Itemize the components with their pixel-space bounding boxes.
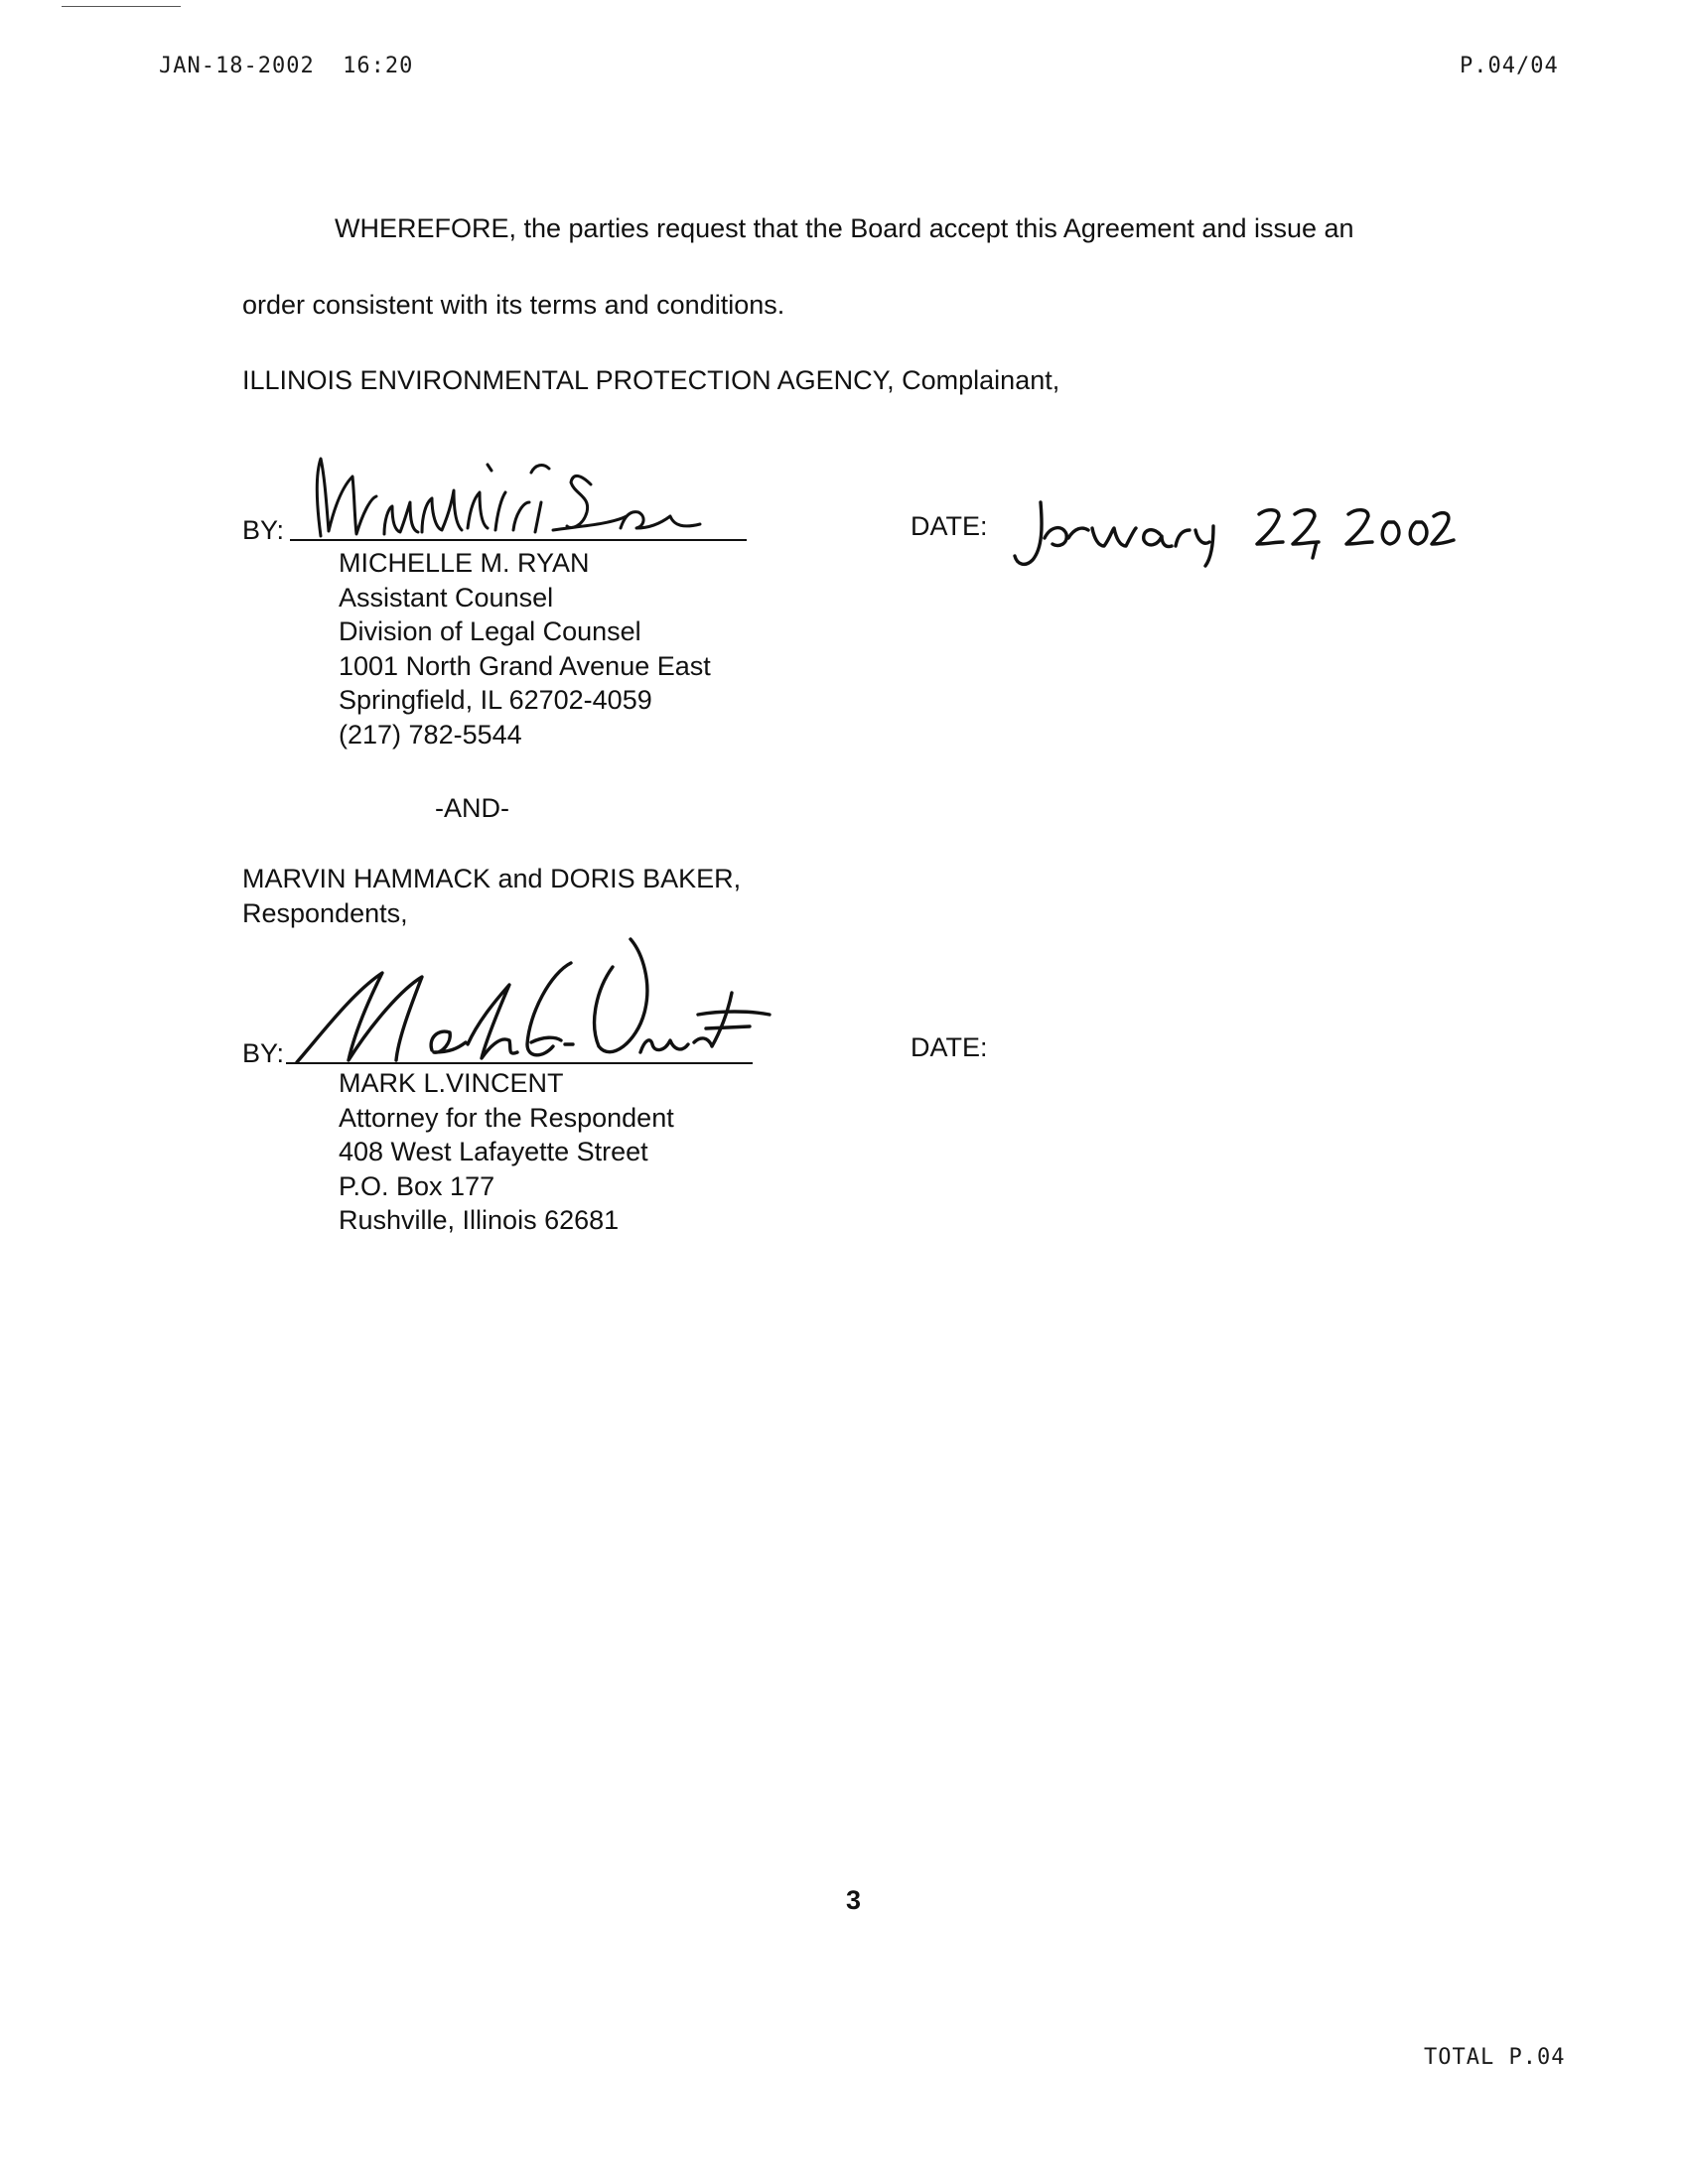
respondent-signatory-block (339, 1066, 674, 1238)
respondent-city: Rushville, Illinois 62681 (339, 1205, 620, 1235)
respondent-street: 408 West Lafayette Street (339, 1137, 648, 1166)
wherefore-paragraph-line1: WHEREFORE, the parties request that the Board accept this Agreement and issue an (335, 213, 1354, 243)
complainant-title: Assistant Counsel (339, 582, 554, 613)
complainant-handwritten-date (1011, 486, 1448, 576)
fax-header-page: P.04/04 (1460, 54, 1559, 78)
respondent-signatory-name: MARK L.VINCENT (339, 1068, 564, 1098)
complainant-phone: (217) 782-5544 (339, 719, 522, 750)
fax-header-datetime: JAN-18-2002 16:20 (159, 54, 414, 78)
page-number: 3 (846, 1885, 862, 1915)
complainant-city: Springfield, IL 62702-4059 (339, 685, 652, 715)
complainant-signatory-name: MICHELLE M. RYAN (339, 548, 590, 578)
complainant-signature-image (293, 437, 760, 556)
fax-footer-total: TOTAL P.04 (1424, 2045, 1566, 2070)
respondent-signature-image (283, 933, 789, 1072)
complainant-date-label: DATE: (911, 511, 988, 541)
complainant-division: Division of Legal Counsel (339, 616, 641, 646)
scan-artifact-line (62, 6, 181, 7)
respondents-label: Respondents, (242, 897, 408, 928)
respondents-heading (242, 862, 741, 930)
complainant-street: 1001 North Grand Avenue East (339, 650, 711, 681)
respondent-title: Attorney for the Respondent (339, 1102, 674, 1133)
wherefore-paragraph-line2: order consistent with its terms and conditions. (242, 290, 785, 320)
complainant-signatory-block (339, 546, 711, 751)
complainant-by-label: BY: (242, 515, 285, 545)
respondent-by-label: BY: (242, 1038, 285, 1068)
respondent-po-box: P.O. Box 177 (339, 1170, 495, 1201)
complainant-heading: ILLINOIS ENVIRONMENTAL PROTECTION AGENCY, Complainant, (242, 365, 1060, 395)
respondent-date-label: DATE: (911, 1032, 988, 1062)
and-separator: -AND- (435, 793, 509, 823)
respondents-names: MARVIN HAMMACK and DORIS BAKER, (242, 864, 742, 893)
